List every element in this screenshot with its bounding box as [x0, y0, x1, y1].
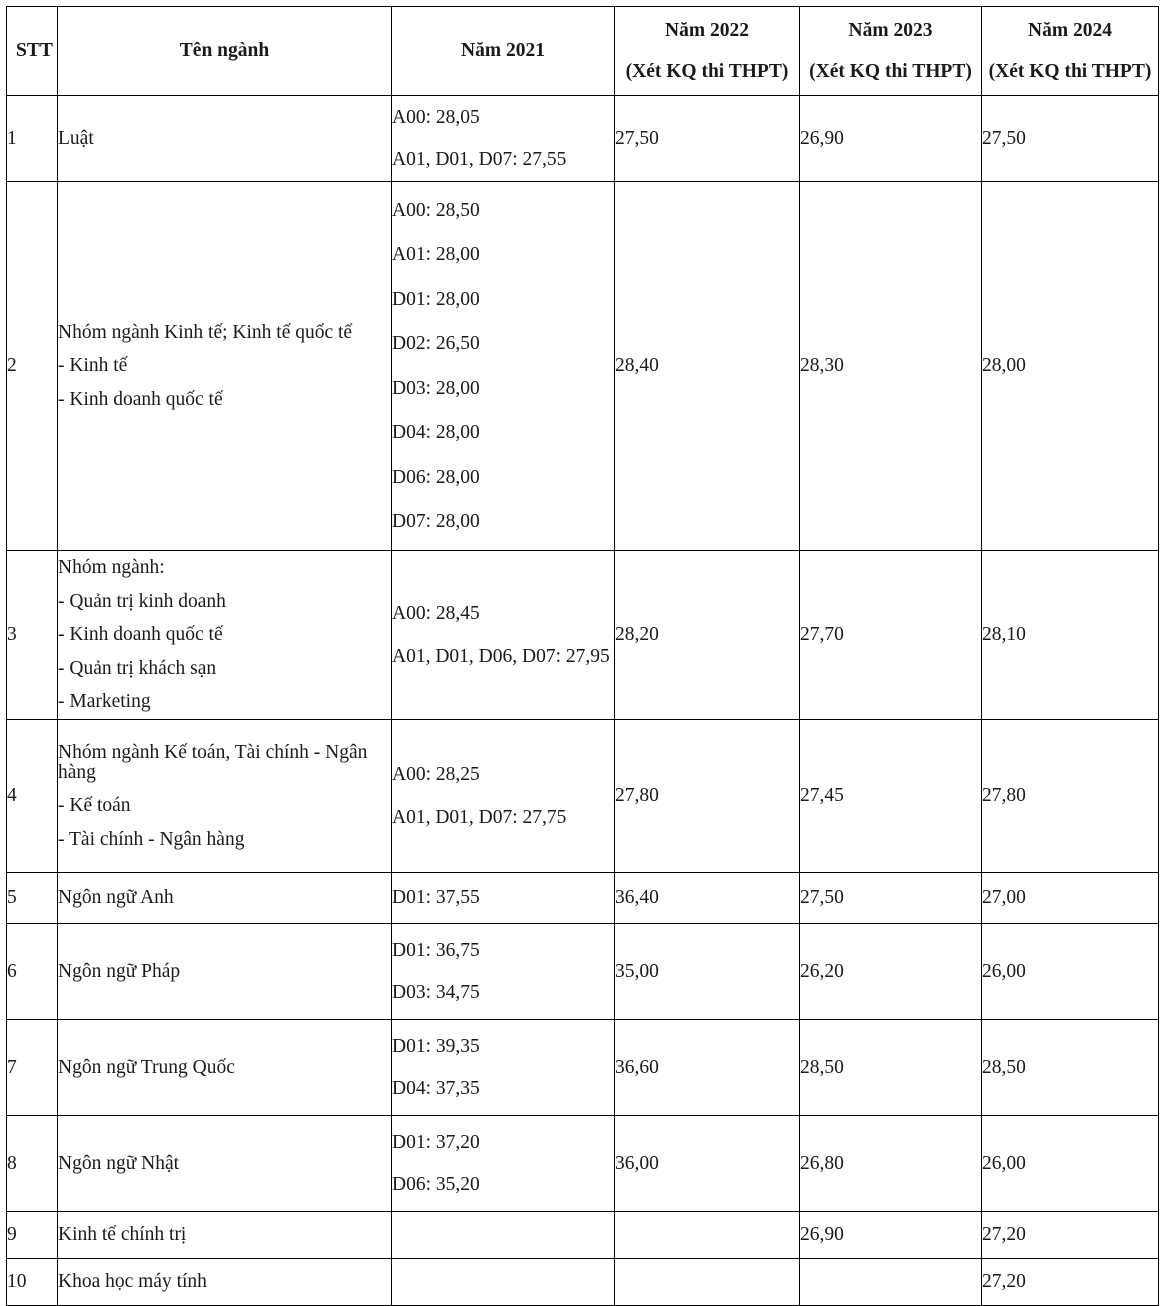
- major-name-lines: [58, 743, 391, 849]
- major-name-lines: [58, 1225, 391, 1245]
- cell-stt: 2: [7, 182, 58, 551]
- table-row: [7, 873, 1159, 924]
- cell-stt: 1: [7, 96, 58, 182]
- major-name-lines: [58, 129, 391, 149]
- combination-score-lines: [392, 604, 614, 666]
- combination-score-line: D07: 28,00: [392, 511, 480, 532]
- cell-year-2021: [392, 720, 615, 873]
- cell-major-name: [58, 1212, 392, 1259]
- combination-score-line: D06: 35,20: [392, 1174, 480, 1195]
- major-name-line: Ngôn ngữ Nhật: [58, 1152, 180, 1174]
- major-name-lines: [58, 1154, 391, 1174]
- cell-year-2022: 27,50: [615, 96, 800, 182]
- major-name-line: Kinh tế chính trị: [58, 1224, 187, 1246]
- combination-score-lines: [392, 201, 614, 532]
- cell-major-name: [58, 1116, 392, 1212]
- table-body: [7, 96, 1159, 1306]
- cell-year-2023: 27,50: [800, 873, 982, 924]
- cell-stt: 5: [7, 873, 58, 924]
- cell-year-2024: 28,00: [982, 182, 1159, 551]
- major-name-line: - Tài chính - Ngân hàng: [58, 828, 245, 850]
- combination-score-line: D04: 28,00: [392, 422, 480, 443]
- cell-year-2021: [392, 924, 615, 1020]
- cell-year-2021: [392, 1259, 615, 1306]
- cell-year-2021: [392, 551, 615, 720]
- cell-year-2023: 26,90: [800, 1212, 982, 1259]
- table-row: [7, 720, 1159, 873]
- combination-score-line: A00: 28,05: [392, 106, 480, 128]
- major-name-line: - Marketing: [58, 691, 151, 713]
- combination-score-line: D04: 37,35: [392, 1078, 480, 1099]
- cell-year-2022: [615, 1212, 800, 1259]
- major-name-line: Luật: [58, 127, 94, 149]
- cell-year-2024: 26,00: [982, 924, 1159, 1020]
- combination-score-line: D01: 36,75: [392, 939, 480, 961]
- cell-year-2024: 28,50: [982, 1020, 1159, 1116]
- cell-year-2023: 26,20: [800, 924, 982, 1020]
- major-name-line: Khoa học máy tính: [58, 1271, 207, 1293]
- header-2023-title: Năm 2023: [848, 19, 933, 41]
- major-name-line: Nhóm ngành:: [58, 557, 165, 579]
- cell-major-name: [58, 1259, 392, 1306]
- cell-major-name: [58, 96, 392, 182]
- cell-stt: 6: [7, 924, 58, 1020]
- column-header-year-2024: [982, 7, 1159, 96]
- cell-major-name: [58, 873, 392, 924]
- cell-year-2022: [615, 1259, 800, 1306]
- cell-year-2021: [392, 1212, 615, 1259]
- cell-year-2021: [392, 96, 615, 182]
- major-name-line: Nhóm ngành Kinh tế; Kinh tế quốc tế: [58, 321, 353, 343]
- cell-year-2021: [392, 182, 615, 551]
- combination-score-line: A01, D01, D07: 27,75: [392, 806, 567, 828]
- cell-stt: 10: [7, 1259, 58, 1306]
- cell-year-2023: 27,45: [800, 720, 982, 873]
- table-row: [7, 1212, 1159, 1259]
- combination-score-line: D03: 34,75: [392, 982, 480, 1003]
- combination-score-line: D01: 37,20: [392, 1131, 480, 1153]
- header-row: [7, 7, 1159, 96]
- table-row: [7, 1020, 1159, 1116]
- column-header-year-2022: [615, 7, 800, 96]
- combination-score-line: D03: 28,00: [392, 377, 480, 399]
- cell-year-2022: 27,80: [615, 720, 800, 873]
- cell-year-2023: 26,90: [800, 96, 982, 182]
- major-name-line: Nhóm ngành Kế toán, Tài chính - Ngân hàng: [58, 742, 368, 783]
- cell-stt: 4: [7, 720, 58, 873]
- major-name-line: Ngôn ngữ Pháp: [58, 960, 181, 982]
- column-header-name: Tên ngành: [58, 7, 392, 96]
- combination-score-line: D01: 28,00: [392, 288, 480, 310]
- cell-year-2024: 27,80: [982, 720, 1159, 873]
- cell-year-2024: 27,00: [982, 873, 1159, 924]
- combination-score-lines: [392, 1133, 614, 1195]
- cell-year-2023: 28,30: [800, 182, 982, 551]
- table-row: [7, 1116, 1159, 1212]
- combination-score-line: D01: 39,35: [392, 1035, 480, 1057]
- cell-year-2022: 36,60: [615, 1020, 800, 1116]
- cell-year-2022: 36,40: [615, 873, 800, 924]
- cell-year-2021: [392, 1020, 615, 1116]
- major-name-line: Ngôn ngữ Trung Quốc: [58, 1056, 235, 1078]
- cell-stt: 3: [7, 551, 58, 720]
- cell-year-2024: 27,20: [982, 1259, 1159, 1306]
- combination-score-line: A01: 28,00: [392, 244, 480, 265]
- table-row: [7, 924, 1159, 1020]
- major-name-line: Ngôn ngữ Anh: [58, 887, 174, 909]
- major-name-lines: [58, 1058, 391, 1078]
- table-row: [7, 96, 1159, 182]
- cell-year-2023: 28,50: [800, 1020, 982, 1116]
- cell-year-2021: [392, 1116, 615, 1212]
- header-2023-subtitle: (Xét KQ thi THPT): [809, 61, 972, 82]
- cell-year-2022: 35,00: [615, 924, 800, 1020]
- major-name-line: - Quản trị khách sạn: [58, 657, 217, 679]
- combination-score-lines: [392, 888, 614, 908]
- major-name-lines: [58, 962, 391, 982]
- column-header-year-2021: Năm 2021: [392, 7, 615, 96]
- combination-score-lines: [392, 941, 614, 1003]
- table-row: [7, 1259, 1159, 1306]
- table-row: [7, 551, 1159, 720]
- cell-year-2024: 26,00: [982, 1116, 1159, 1212]
- cell-year-2024: 27,20: [982, 1212, 1159, 1259]
- major-name-line: - Kế toán: [58, 795, 131, 816]
- major-name-lines: [58, 1272, 391, 1292]
- cell-year-2022: 28,40: [615, 182, 800, 551]
- combination-score-line: A00: 28,25: [392, 764, 480, 785]
- cell-year-2024: 28,10: [982, 551, 1159, 720]
- major-name-lines: [58, 323, 391, 410]
- combination-score-line: A00: 28,50: [392, 199, 480, 221]
- combination-score-lines: [392, 1037, 614, 1099]
- cell-year-2022: 28,20: [615, 551, 800, 720]
- combination-score-line: D01: 37,55: [392, 887, 480, 909]
- header-2022-title: Năm 2022: [665, 19, 749, 41]
- cell-year-2023: 26,80: [800, 1116, 982, 1212]
- combination-score-line: D06: 28,00: [392, 466, 480, 488]
- major-name-lines: [58, 558, 391, 712]
- cell-year-2021: [392, 873, 615, 924]
- header-2024-subtitle: (Xét KQ thi THPT): [988, 61, 1152, 82]
- combination-score-line: A01, D01, D07: 27,55: [392, 149, 567, 170]
- combination-score-line: D02: 26,50: [392, 333, 480, 354]
- cell-year-2024: 27,50: [982, 96, 1159, 182]
- cell-year-2023: 27,70: [800, 551, 982, 720]
- cell-major-name: [58, 182, 392, 551]
- cell-stt: 8: [7, 1116, 58, 1212]
- combination-score-lines: [392, 765, 614, 827]
- cell-major-name: [58, 720, 392, 873]
- combination-score-lines: [392, 108, 614, 170]
- major-name-line: - Kinh tế: [58, 355, 128, 377]
- table-row: [7, 182, 1159, 551]
- combination-score-line: A00: 28,45: [392, 603, 480, 624]
- header-2024-title: Năm 2024: [1028, 19, 1112, 41]
- major-name-lines: [58, 888, 391, 908]
- column-header-year-2023: [800, 7, 982, 96]
- major-name-line: - Kinh doanh quốc tế: [58, 624, 223, 646]
- combination-score-line: A01, D01, D06, D07: 27,95: [392, 645, 610, 667]
- cell-stt: 9: [7, 1212, 58, 1259]
- cell-year-2022: 36,00: [615, 1116, 800, 1212]
- cell-major-name: [58, 551, 392, 720]
- cell-year-2023: [800, 1259, 982, 1306]
- admission-score-table: [6, 6, 1159, 1306]
- major-name-line: - Kinh doanh quốc tế: [58, 388, 223, 410]
- header-2022-subtitle: (Xét KQ thi THPT): [625, 61, 789, 82]
- cell-major-name: [58, 924, 392, 1020]
- column-header-stt: STT: [7, 7, 58, 96]
- cell-stt: 7: [7, 1020, 58, 1116]
- table-header: [7, 7, 1159, 96]
- cell-major-name: [58, 1020, 392, 1116]
- major-name-line: - Quản trị kinh doanh: [58, 590, 226, 612]
